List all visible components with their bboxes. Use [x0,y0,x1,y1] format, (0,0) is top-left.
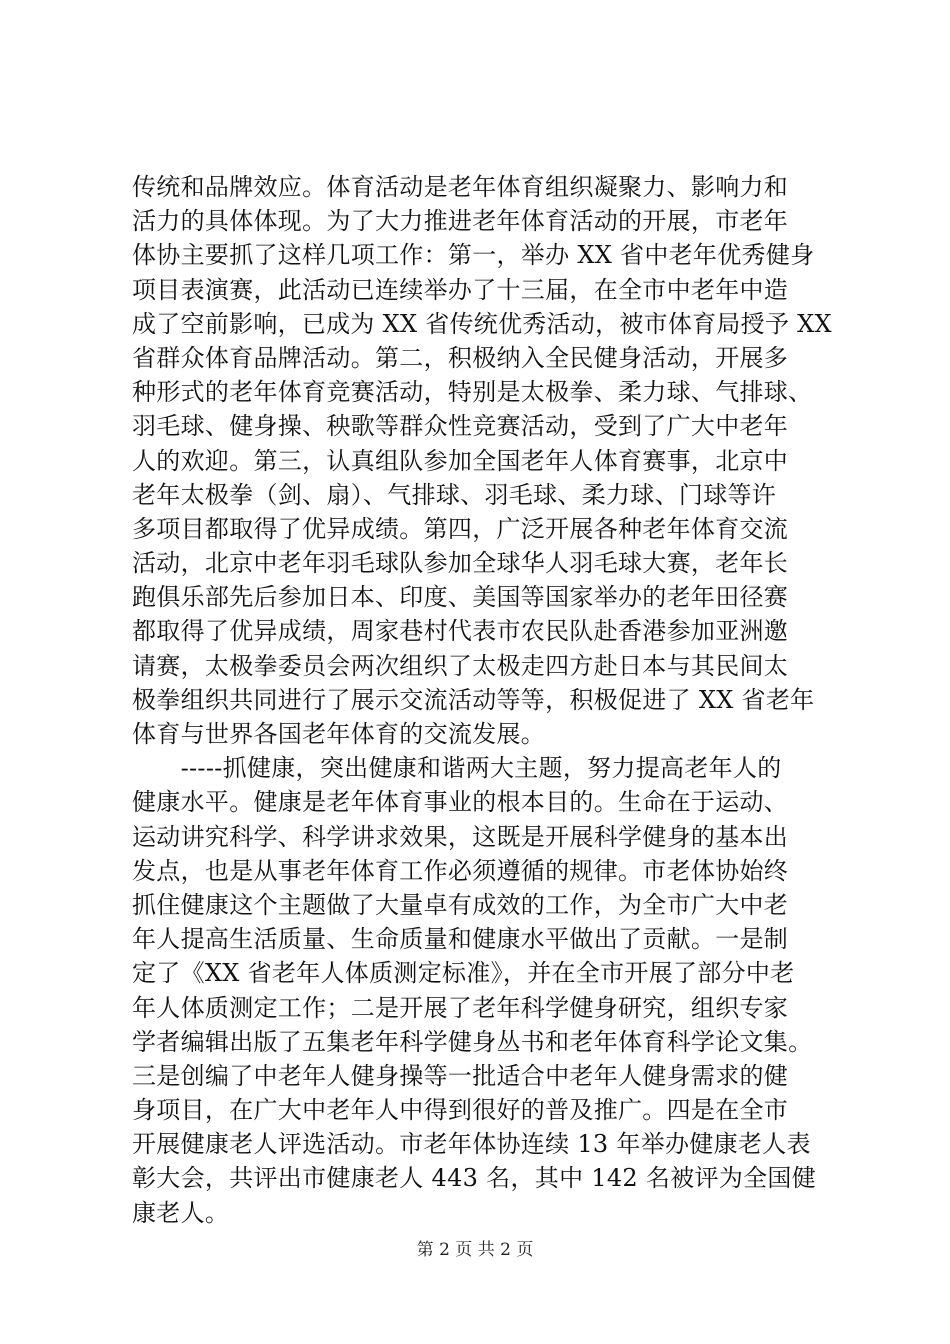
body-text [132,170,832,1230]
text-line: 种形式的老年体育竞赛活动，特别是太极拳、柔力球、气排球、 [132,378,813,407]
text-line: 身项目，在广大中老年人中得到很好的普及推广。四是在全市 [132,1096,789,1125]
text-line: 学者编辑出版了五集老年科学健身丛书和老年体育科学论文集。 [132,1027,813,1056]
text-line: 请赛，太极拳委员会两次组织了太极走四方赴日本与其民间太 [132,651,789,680]
text-line: 极拳组织共同进行了展示交流活动等等，积极促进了 XX 省老年 [132,685,815,714]
page-number-footer: 第 2 页 共 2 页 [416,1240,534,1260]
text-line: 多项目都取得了优异成绩。第四，广泛开展各种老年体育交流 [132,514,789,543]
text-line: -----抓健康，突出健康和谐两大主题，努力提高老年人的 [132,754,782,783]
text-line: 康老人。 [132,1198,230,1227]
text-line: 省群众体育品牌活动。第二，积极纳入全民健身活动，开展多 [132,343,789,372]
text-line: 都取得了优异成绩，周家巷村代表市农民队赴香港参加亚洲邀 [132,617,789,646]
text-line: 三是创编了中老年人健身操等一批适合中老年人健身需求的健 [132,1061,789,1090]
text-line: 定了《XX 省老年人体质测定标准》，并在全市开展了部分中老 [132,959,795,988]
text-line: 传统和品牌效应。体育活动是老年体育组织凝聚力、影响力和 [132,173,789,201]
text-line: 活动，北京中老年羽毛球队参加全球华人羽毛球大赛，老年长 [132,549,789,578]
text-line: 体协主要抓了这样几项工作：第一，举办 XX 省中老年优秀健身 [132,241,815,270]
text-line: 运动讲究科学、科学讲求效果，这既是开展科学健身的基本出 [132,822,789,851]
text-line: 跑俱乐部先后参加日本、印度、美国等国家举办的老年田径赛 [132,583,789,612]
text-line: 羽毛球、健身操、秧歌等群众性竞赛活动，受到了广大中老年 [132,412,789,441]
text-line: 健康水平。健康是老年体育事业的根本目的。生命在于运动、 [132,788,789,817]
text-line: 开展健康老人评选活动。市老年体协连续 13 年举办健康老人表 [132,1130,811,1159]
text-line: 活力的具体体现。为了大力推进老年体育活动的开展，市老年 [132,207,789,236]
text-line: 项目表演赛，此活动已连续举办了十三届，在全市中老年中造 [132,275,789,304]
text-line: 老年太极拳（剑、扇）、气排球、羽毛球、柔力球、门球等许 [132,480,777,509]
text-line: 发点，也是从事老年体育工作必须遵循的规律。市老体协始终 [132,856,789,885]
text-line: 成了空前影响，已成为 XX 省传统优秀活动，被市体育局授予 XX [132,309,832,338]
text-line: 年人提高生活质量、生命质量和健康水平做出了贡献。一是制 [132,925,789,954]
text-line: 彰大会，共评出市健康老人 443 名，其中 142 名被评为全国健 [132,1164,817,1193]
text-line: 体育与世界各国老年体育的交流发展。 [132,720,546,748]
text-line: 抓住健康这个主题做了大量卓有成效的工作，为全市广大中老 [132,890,789,919]
text-line: 人的欢迎。第三，认真组队参加全国老年人体育赛事，北京中 [132,446,789,475]
text-line: 年人体质测定工作；二是开展了老年科学健身研究，组织专家 [132,993,789,1022]
